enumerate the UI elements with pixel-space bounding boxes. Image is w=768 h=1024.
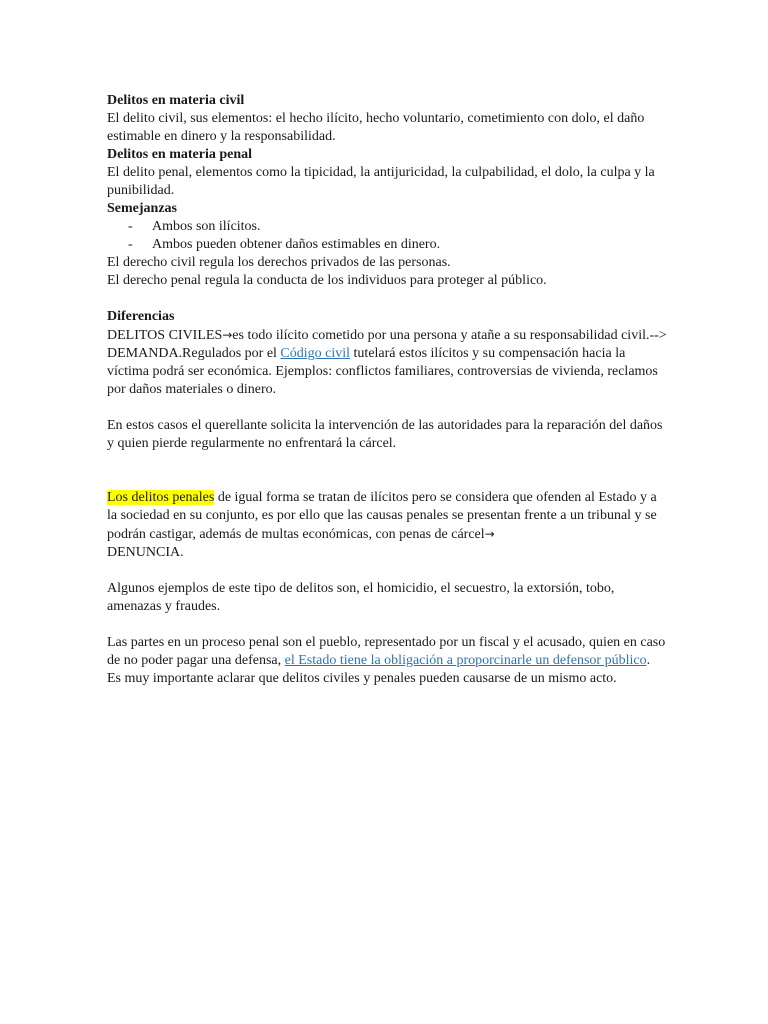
paragraph-ejemplos: Algunos ejemplos de este tipo de delitos son, el homicidio, el secuestro, la extorsión, tobo, amenazas y fraudes. [107,581,615,614]
paragraph-final: Es muy importante aclarar que delitos civiles y penales pueden causarse de un mismo acto. [107,671,617,686]
heading-penal: Delitos en materia penal [107,147,253,162]
paragraph-civil: El delito civil, sus elementos: el hecho ilícito, hecho voluntario, cometimiento con dolo, el daño estimable en dinero y la responsabilidad. [107,111,645,144]
heading-diferencias: Diferencias [107,309,175,324]
list-item-text: Ambos son ilícitos. [152,219,261,234]
paragraph-delitos-civiles [107,326,667,399]
defensor-publico-link[interactable]: el Estado tiene la obligación a proporcinarle un defensor público [284,653,647,668]
heading-civil: Delitos en materia civil [107,93,245,108]
highlighted-text: Los delitos penales [107,490,215,505]
paragraph-civil-rule: El derecho civil regula los derechos privados de las personas. [107,255,451,270]
dash-bullet: - [128,237,133,252]
paragraph-partes [107,634,667,670]
semejanzas-list [107,218,667,254]
document-body [107,92,667,688]
partes-text-end: . [646,653,651,668]
list-item [107,236,667,254]
paragraph-querellante: En estos casos el querellante solicita la intervención de las autoridades para la reparación del daños y quien pierde regularmente no enfrentará la cárcel. [107,418,663,451]
arrow-right-icon: → [484,527,495,541]
paragraph-penal: El delito penal, elementos como la tipicidad, la antijuricidad, la culpabilidad, el dolo, la culpa y la punibilidad. [107,165,655,198]
list-item-text: Ambos pueden obtener daños estimables en dinero. [152,237,441,252]
delitos-civiles-text: es todo ilícito cometido por una persona y atañe a su responsabilidad civil.--> DEMANDA.Regulados por el [107,328,667,361]
delitos-civiles-text-cont: tutelará estos ilícitos y su compensación hacia la víctima podrá ser económica. Ejemplos: conflictos familiares, controversias de vivienda, reclamos por daños materiales o dinero. [107,346,658,397]
delitos-civiles-label: DELITOS CIVILES [107,328,223,343]
partes-text: Las partes en un proceso penal son el pueblo, representado por un fiscal y el acusado, quien en caso de no poder pagar una defensa, [107,635,666,668]
list-item [107,218,667,236]
paragraph-penal-rule: El derecho penal regula la conducta de los individuos para proteger al público. [107,273,547,288]
delitos-penales-text: de igual forma se tratan de ilícitos pero se considera que ofenden al Estado y a la sociedad en su conjunto, es por ello que las causas penales se presentan frente a un tribunal y se podrán castigar, además de multas económicas, con penas de cárcel [107,490,657,542]
paragraph-delitos-penales [107,489,667,562]
codigo-civil-link[interactable]: Código civil [280,346,351,361]
arrow-right-icon: → [222,328,233,342]
dash-bullet: - [128,219,133,234]
heading-semejanzas: Semejanzas [107,201,177,216]
denuncia-text: DENUNCIA. [107,545,184,560]
